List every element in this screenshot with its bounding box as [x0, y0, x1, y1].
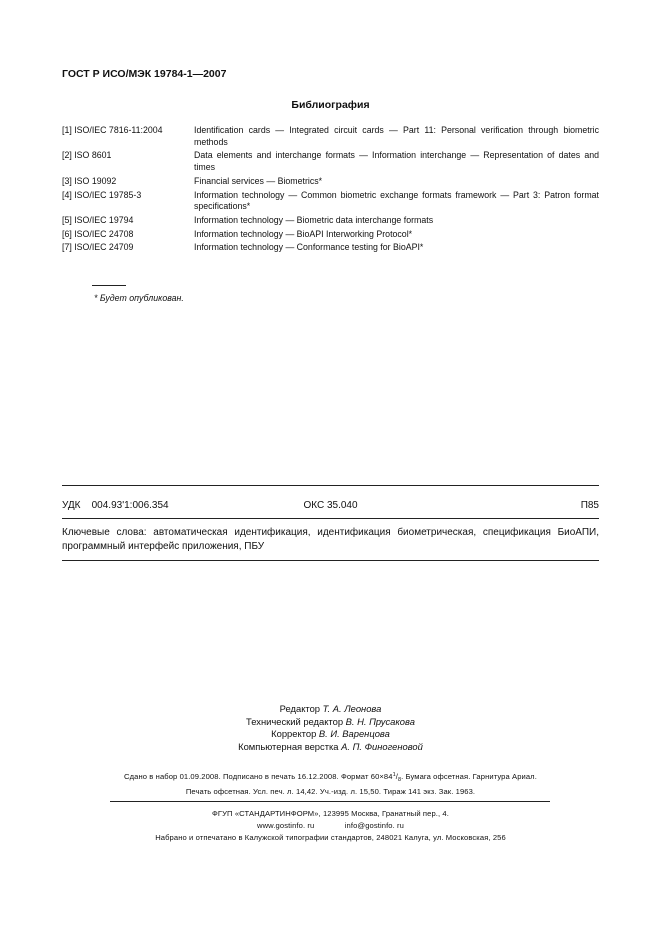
classification-code: П85 [580, 500, 599, 511]
bibliography-title: Библиография [291, 99, 370, 111]
bibliography-text: Data elements and interchange formats — Information interchange — Representation of dates and times [194, 150, 599, 172]
bibliography-item [62, 229, 599, 241]
bibliography-text: Identification cards — Integrated circuit cards — Part 11: Personal verification through biometric methods [194, 125, 599, 147]
footnote: * Будет опубликован. [94, 293, 184, 303]
bottom-rule [62, 560, 599, 561]
credit-name: А. П. Финогеновой [341, 740, 423, 752]
bibliography-ref: [4] ISO/IEC 19785-3 [62, 189, 142, 200]
format-sup: 1 [392, 772, 396, 778]
bibliography-ref: [6] ISO/IEC 24708 [62, 228, 134, 239]
bibliography-list [62, 125, 599, 256]
bibliography-text: Information technology — Biometric data interchange formats [194, 214, 434, 225]
bibliography-ref: [5] ISO/IEC 19794 [62, 214, 134, 225]
top-rule [62, 485, 599, 486]
format-sub: 8 [397, 777, 402, 783]
format-slash: / [395, 772, 398, 781]
keywords: Ключевые слова: автоматическая идентификация, идентификация биометрическая, спецификация БиоАПИ, программный интерфейс приложения, ПБУ [62, 527, 599, 552]
bibliography-item [62, 150, 599, 173]
publisher-address: ФГУП «СТАНДАРТИНФОРМ», 123995 Москва, Гранатный пер., 4. [212, 809, 449, 818]
bibliography-item [62, 125, 599, 148]
bibliography-ref: [7] ISO/IEC 24709 [62, 242, 134, 253]
bibliography-ref: [3] ISO 19092 [62, 175, 117, 186]
bibliography-ref: [2] ISO 8601 [62, 150, 112, 161]
oks-code: ОКС 35.040 [303, 500, 358, 511]
middle-rule [62, 518, 599, 519]
credit-name: Т. А. Леонова [322, 703, 382, 714]
credit-role: Корректор [271, 728, 319, 740]
publisher-contacts [0, 820, 661, 832]
credit-row [0, 703, 661, 716]
credit-name: В. Н. Прусакова [345, 715, 415, 727]
bibliography-text: Information technology — Common biometric exchange formats framework — Part 3: Patron format specifications* [194, 189, 599, 212]
print-details-text: . Бумага офсетная. Гарнитура Ариал. [401, 772, 537, 781]
credit-role: Редактор [279, 703, 323, 714]
publisher-info [0, 808, 661, 844]
bibliography-text: Financial services — Biometrics* [194, 175, 323, 186]
bibliography-item [62, 190, 599, 213]
print-details-line [0, 769, 661, 786]
publisher-rule [110, 801, 550, 802]
credit-role: Компьютерная верстка [238, 740, 342, 752]
credits-block [0, 703, 661, 753]
credit-role: Технический редактор [246, 715, 346, 727]
bibliography-text: Information technology — Conformance testing for BioAPI* [194, 242, 424, 253]
bibliography-item [62, 215, 599, 227]
print-details-line: Печать офсетная. Усл. печ. л. 14,42. Уч.-изд. л. 15,50. Тираж 141 экз. Зак. 1963. [185, 787, 476, 796]
credit-row [0, 728, 661, 741]
bibliography-ref: [1] ISO/IEC 7816-11:2004 [62, 125, 163, 135]
credit-row [0, 741, 661, 754]
credit-row [0, 716, 661, 729]
print-details-text: Сдано в набор 01.09.2008. Подписано в печать 16.12.2008. Формат 60×84 [124, 772, 393, 781]
udk-code: УДК 004.93'1:006.354 [62, 500, 169, 511]
footnote-divider [92, 285, 126, 286]
website-link[interactable]: www.gostinfo. ru [257, 821, 315, 830]
bibliography-item [62, 176, 599, 188]
document-header: ГОСТ Р ИСО/МЭК 19784-1—2007 [62, 68, 227, 80]
bibliography-item [62, 242, 599, 254]
email-link[interactable]: info@gostinfo. ru [344, 821, 404, 830]
credit-name: В. И. Варенцова [318, 728, 390, 740]
publication-info [0, 769, 661, 798]
printer-info: Набрано и отпечатано в Калужской типографии стандартов, 248021 Калуга, ул. Московская, 256 [155, 833, 506, 842]
bibliography-text: Information technology — BioAPI Interworking Protocol* [194, 228, 413, 239]
